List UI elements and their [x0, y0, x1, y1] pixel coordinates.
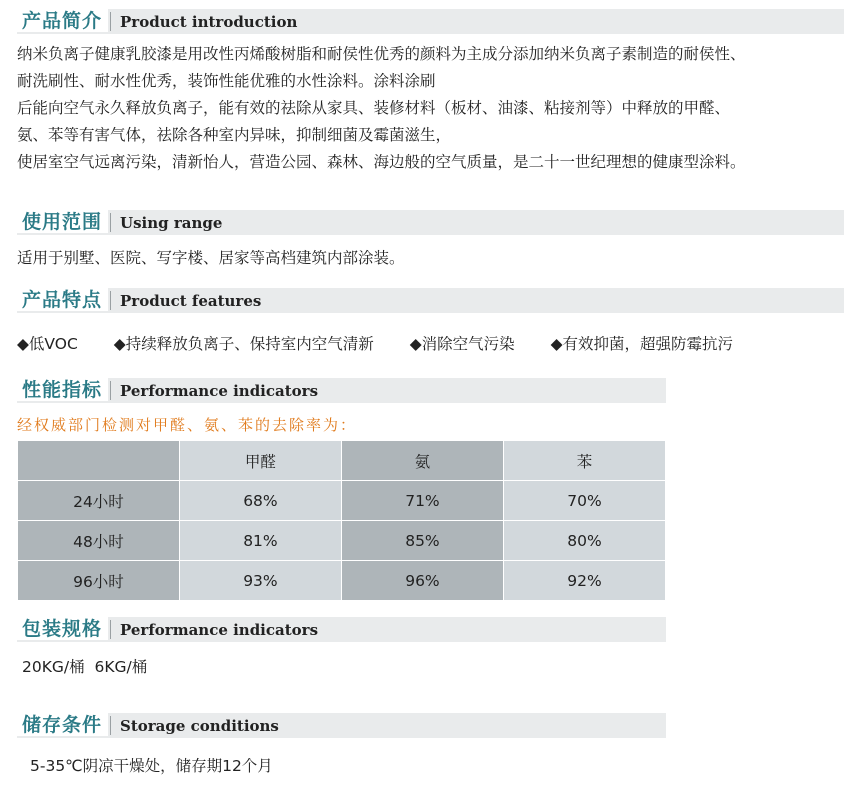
storage-title-cn: 储存条件 — [17, 713, 108, 738]
intro-text — [17, 41, 746, 176]
table-row — [18, 521, 666, 561]
table-row — [18, 481, 666, 521]
range-text: 适用于别墅、医院、写字楼、居家等高档建筑内部涂装。 — [17, 249, 405, 267]
removal-rate-note: 经权威部门检测对甲醛、氨、苯的去除率为： — [17, 416, 358, 434]
storage-title-en: Storage conditions — [120, 716, 279, 735]
packaging-title-cn: 包装规格 — [17, 617, 108, 642]
feature-item: ◆消除空气污染 — [409, 335, 515, 353]
feature-item: ◆持续释放负离子、保持室内空气清新 — [113, 335, 374, 353]
title-divider — [110, 620, 111, 639]
intro-section-header — [17, 9, 844, 34]
range-section-header — [17, 210, 844, 235]
table-cell: 96% — [341, 561, 503, 601]
intro-title-cn: 产品简介 — [17, 9, 108, 34]
features-title-en: Product features — [120, 291, 262, 310]
table-row-label: 96小时 — [18, 561, 180, 601]
table-row-label: 48小时 — [18, 521, 180, 561]
table-cell: 93% — [179, 561, 341, 601]
feature-list — [17, 329, 733, 357]
feature-item: ◆低VOC — [17, 335, 78, 353]
table-row — [18, 561, 666, 601]
intro-line: 耐洗刷性、耐水性优秀，装饰性能优雅的水性涂料。涂料涂刷 — [17, 72, 436, 90]
features-title-cn: 产品特点 — [17, 288, 108, 313]
table-header-cell: 甲醛 — [179, 441, 341, 481]
intro-line: 氨、苯等有害气体，祛除各种室内异味，抑制细菌及霉菌滋生， — [17, 126, 452, 144]
table-cell: 70% — [503, 481, 665, 521]
intro-line: 后能向空气永久释放负离子，能有效的祛除从家具、装修材料（板材、油漆、粘接剂等）中释放的甲醛、 — [17, 99, 731, 117]
performance-title-en: Performance indicators — [120, 381, 319, 400]
performance-section-header — [17, 378, 666, 403]
title-divider — [110, 213, 111, 232]
title-divider — [110, 716, 111, 735]
table-header-cell — [18, 441, 180, 481]
table-header-cell: 氨 — [341, 441, 503, 481]
table-cell: 81% — [179, 521, 341, 561]
storage-text: 5-35℃阴凉干燥处，储存期12个月 — [30, 757, 273, 775]
removal-rate-table — [17, 440, 666, 601]
packaging-section-header — [17, 617, 666, 642]
performance-title-cn: 性能指标 — [17, 378, 108, 403]
title-divider — [110, 12, 111, 31]
table-cell: 80% — [503, 521, 665, 561]
feature-item: ◆有效抑菌，超强防霉抗污 — [550, 335, 734, 353]
title-divider — [110, 381, 111, 400]
title-divider — [110, 291, 111, 310]
table-header-cell: 苯 — [503, 441, 665, 481]
table-header-row — [18, 441, 666, 481]
intro-title-en: Product introduction — [120, 12, 298, 31]
range-title-cn: 使用范围 — [17, 210, 108, 235]
table-cell: 85% — [341, 521, 503, 561]
table-row-label: 24小时 — [18, 481, 180, 521]
storage-section-header — [17, 713, 666, 738]
range-title-en: Using range — [120, 213, 223, 232]
packaging-title-en: Performance indicators — [120, 620, 319, 639]
table-cell: 68% — [179, 481, 341, 521]
intro-line: 纳米负离子健康乳胶漆是用改性丙烯酸树脂和耐侯性优秀的颜料为主成分添加纳米负离子素制造的耐侯性、 — [17, 45, 746, 63]
intro-line: 使居室空气远离污染，清新怡人，营造公园、森林、海边般的空气质量，是二十一世纪理想的健康型涂料。 — [17, 153, 746, 171]
packaging-text: 20KG/桶 6KG/桶 — [22, 658, 148, 676]
features-section-header — [17, 288, 844, 313]
table-cell: 92% — [503, 561, 665, 601]
table-cell: 71% — [341, 481, 503, 521]
